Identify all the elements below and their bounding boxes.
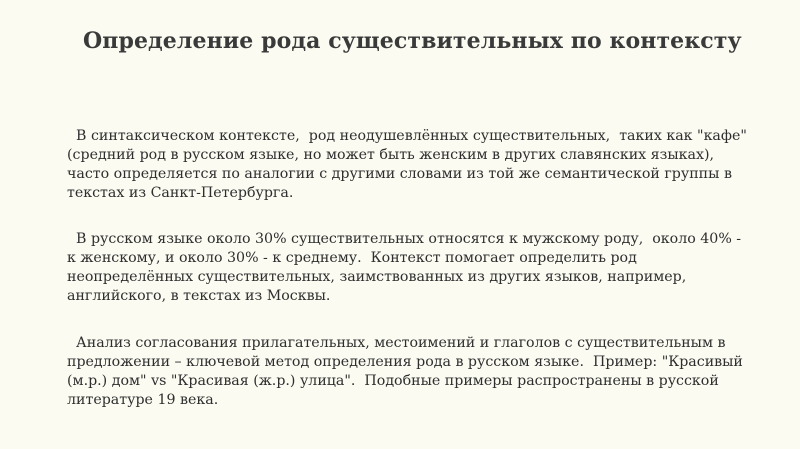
paragraph-statistics: В русском языке около 30% существительных относятся к мужскому роду, около 40% - к женскому, и около 30% - к среднему. Контекст помогает определить род неопределённых существительных, заимствованных из других языков, например, английского, в текстах из Москвы. — [67, 231, 746, 304]
paragraph-agreement: Анализ согласования прилагательных, местоимений и глаголов с существительным в предложении – ключевой метод определения рода в русском языке. Пример: "Красивый (м.р.) дом" vs "Красивая (ж.р.) улица". Подобные примеры распространены в русской литературе 19 века. — [67, 335, 748, 408]
paragraph-context: В синтаксическом контексте, род неодушевлённых существительных, таких как "кафе" (средний род в русском языке, но может быть женским в других славянских языках), часто определяется по аналогии с другими словами из той же семантической группы в текстах из Санкт-Петербурга. — [67, 128, 752, 201]
slide-title: Определение рода существительных по контексту — [83, 28, 742, 54]
